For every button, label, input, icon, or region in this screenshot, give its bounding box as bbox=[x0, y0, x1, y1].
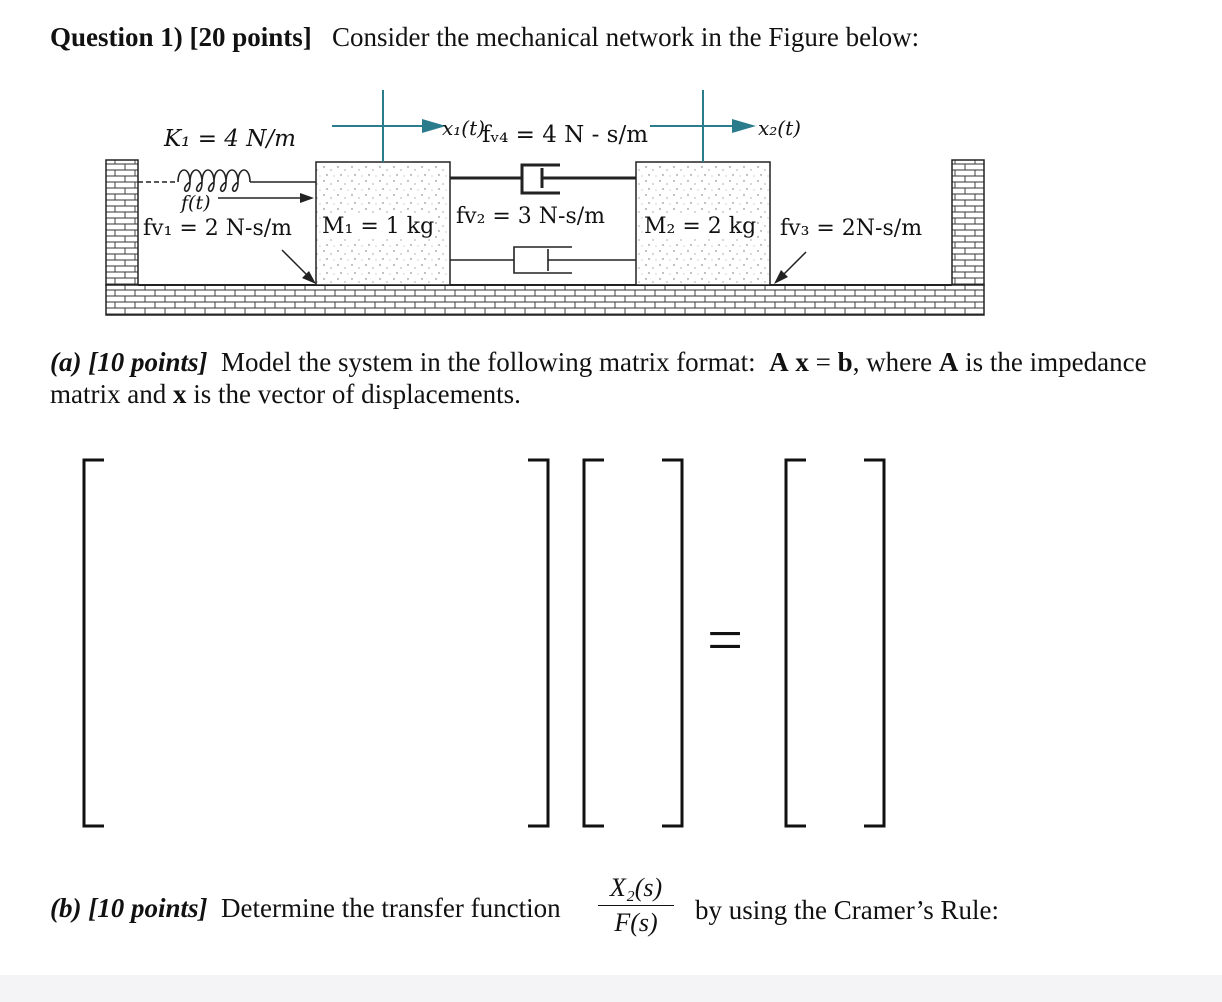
part-a bbox=[50, 346, 1200, 410]
damper-fv2 bbox=[450, 247, 636, 273]
part-b-text: Determine the transfer function bbox=[221, 893, 561, 923]
force-label: f(t) bbox=[181, 192, 211, 214]
part-b-text-after: by using the Cramer’s Rule: bbox=[695, 895, 999, 925]
mechanical-network-figure bbox=[0, 80, 1222, 325]
matrix-A-left-bracket bbox=[84, 460, 104, 826]
right-wall bbox=[952, 160, 984, 285]
x1-axis bbox=[332, 90, 446, 162]
part-a-label: (a) [10 points] bbox=[50, 347, 208, 377]
question-header bbox=[50, 22, 919, 53]
vector-x-right-bracket bbox=[662, 460, 682, 826]
fv2-label: fv₂ = 3 N-s/m bbox=[456, 204, 606, 229]
matrix-equation bbox=[0, 440, 1222, 840]
part-a-text-2: , where bbox=[852, 347, 933, 377]
x2-label: x₂(t) bbox=[758, 116, 801, 140]
part-b bbox=[50, 893, 561, 924]
matrix-brackets bbox=[0, 440, 1222, 840]
k1-label: K₁ = 4 N/m bbox=[164, 126, 296, 152]
eq-x: x bbox=[795, 347, 809, 377]
x2-axis bbox=[650, 90, 756, 162]
tf-numerator: X₂(s) bbox=[598, 873, 674, 906]
force-arrow bbox=[218, 193, 314, 203]
eq-equals: = bbox=[815, 347, 831, 377]
text-x: x bbox=[172, 379, 187, 409]
transfer-function-fraction bbox=[598, 873, 674, 938]
eq-b: b bbox=[837, 347, 853, 377]
fv1-pointer bbox=[282, 250, 316, 284]
text-A: A bbox=[938, 347, 959, 377]
vector-x-left-bracket bbox=[584, 460, 604, 826]
spring-k1 bbox=[138, 170, 316, 191]
bottom-band bbox=[0, 975, 1222, 1002]
question-text: Consider the mechanical network in the Figure below: bbox=[332, 22, 920, 52]
question-number: Question 1) [20 points] bbox=[50, 22, 312, 52]
eq-A: A bbox=[769, 347, 789, 377]
matrix-A-right-bracket bbox=[528, 460, 548, 826]
tf-denominator: F(s) bbox=[614, 908, 658, 937]
ground-floor bbox=[106, 285, 984, 315]
fv3-pointer bbox=[774, 252, 806, 284]
damper-fv4 bbox=[450, 165, 636, 193]
fv4-label: fᵥ₄ = 4 N - s/m bbox=[482, 122, 649, 148]
part-a-text-3: is the impedance matrix and bbox=[50, 347, 1147, 409]
fv3-label: fv₃ = 2N-s/m bbox=[780, 216, 923, 241]
x1-label: x₁(t) bbox=[442, 116, 485, 140]
part-a-text-4: is the vector of displacements. bbox=[193, 379, 521, 409]
vector-b-right-bracket bbox=[864, 460, 884, 826]
part-b-label: (b) [10 points] bbox=[50, 893, 208, 923]
part-a-text-1: Model the system in the following matrix format: bbox=[221, 347, 756, 377]
m2-label: M₂ = 2 kg bbox=[644, 214, 757, 239]
left-wall bbox=[106, 160, 138, 285]
vector-b-left-bracket bbox=[786, 460, 806, 826]
fv1-label: fv₁ = 2 N-s/m bbox=[143, 216, 293, 241]
matrix-equals-sign: = bbox=[707, 604, 744, 675]
m1-label: M₁ = 1 kg bbox=[322, 214, 435, 239]
